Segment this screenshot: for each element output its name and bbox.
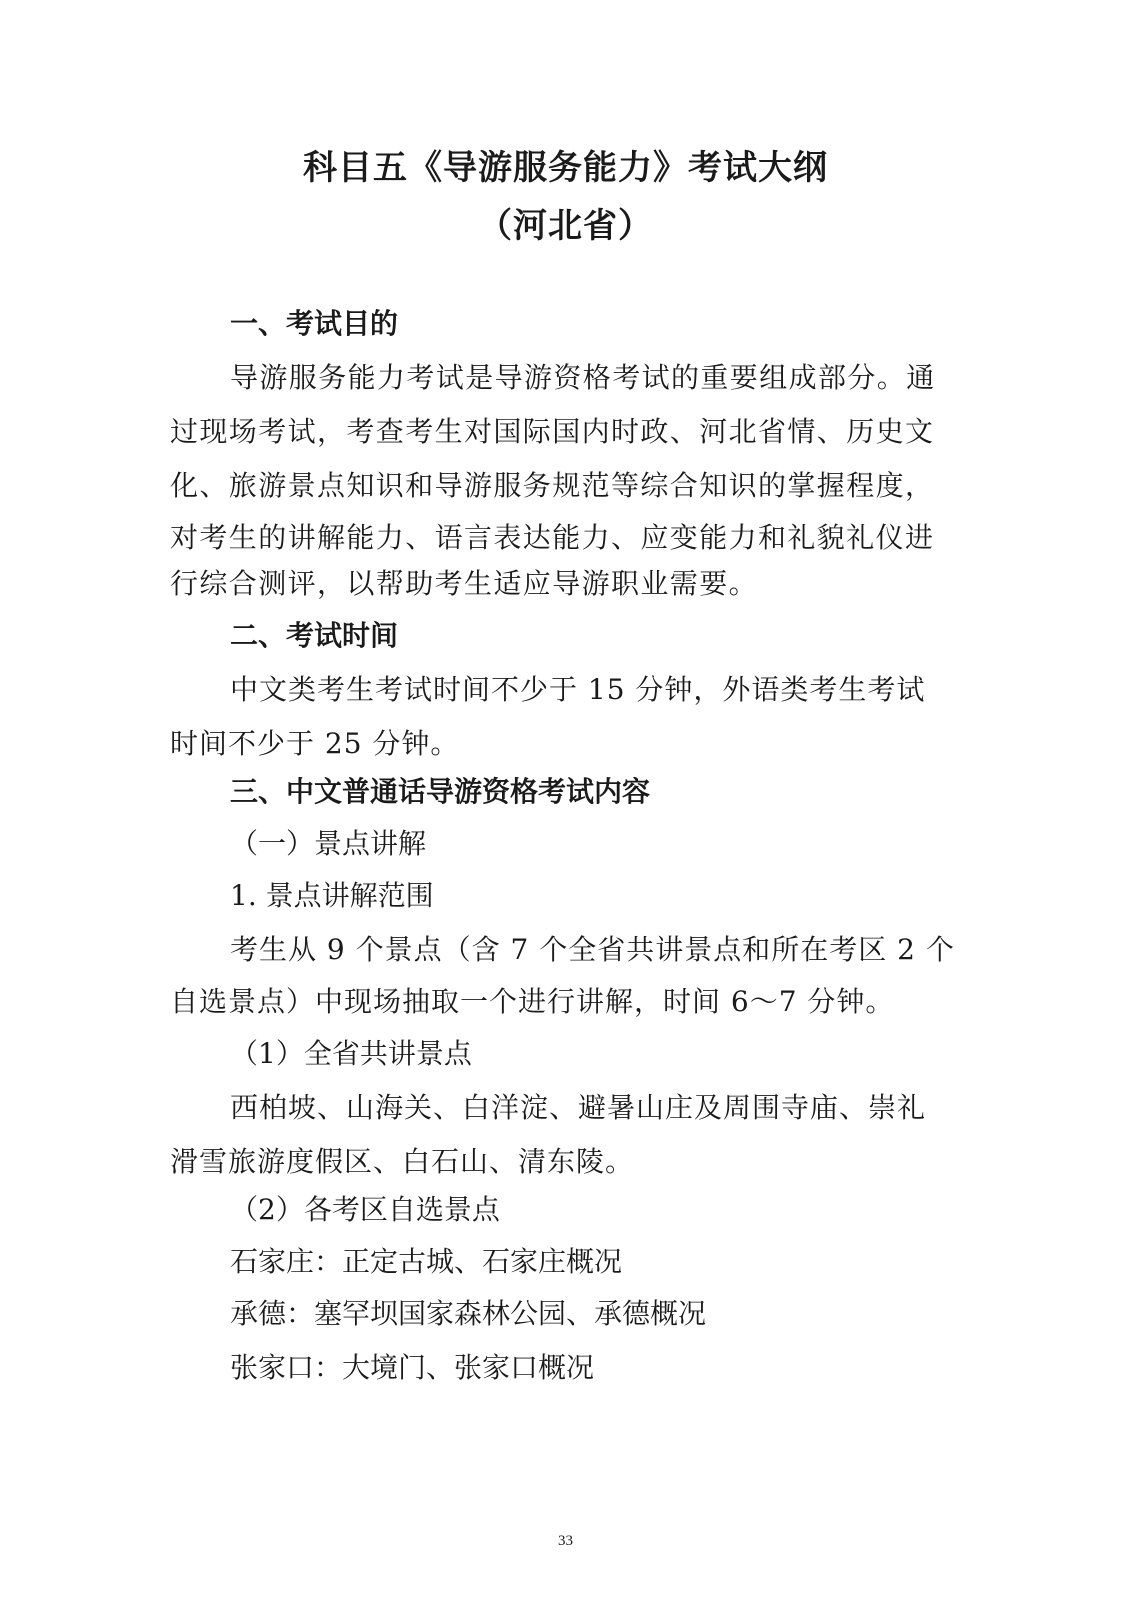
page-number: 33 bbox=[558, 1533, 573, 1549]
paragraph-line: 时间不少于 25 分钟。 bbox=[170, 727, 460, 760]
list-item: 西柏坡、山海关、白洋淀、避暑山庄及周围寺庙、崇礼 bbox=[230, 1091, 927, 1124]
paragraph-line: 行综合测评，以帮助考生适应导游职业需要。 bbox=[170, 567, 759, 600]
list-item: 承德：塞罕坝国家森林公园、承德概况 bbox=[230, 1297, 707, 1330]
list-heading: （1）全省共讲景点 bbox=[230, 1037, 472, 1070]
list-item: 张家口：大境门、张家口概况 bbox=[230, 1351, 595, 1384]
section-heading-time: 二、考试时间 bbox=[230, 619, 399, 652]
section-heading-content: 三、中文普通话导游资格考试内容 bbox=[230, 775, 651, 808]
paragraph-line: 中文类考生考试时间不少于 15 分钟，外语类考生考试 bbox=[230, 673, 926, 706]
document-title: 科目五《导游服务能力》考试大纲 bbox=[303, 148, 828, 188]
list-item: 石家庄：正定古城、石家庄概况 bbox=[230, 1245, 623, 1278]
paragraph-line: 化、旅游景点知识和导游服务规范等综合知识的掌握程度， bbox=[170, 469, 935, 502]
document-subtitle: （河北省） bbox=[478, 206, 653, 246]
item-heading: 1. 景点讲解范围 bbox=[230, 879, 434, 912]
section-heading-purpose: 一、考试目的 bbox=[230, 307, 399, 340]
list-item: 滑雪旅游度假区、白石山、清东陵。 bbox=[170, 1145, 635, 1178]
paragraph-line: 导游服务能力考试是导游资格考试的重要组成部分。通 bbox=[230, 361, 936, 394]
paragraph-line: 过现场考试，考查考生对国际国内时政、河北省情、历史文 bbox=[170, 415, 935, 448]
list-heading: （2）各考区自选景点 bbox=[230, 1193, 500, 1226]
paragraph-line: 对考生的讲解能力、语言表达能力、应变能力和礼貌礼仪进 bbox=[170, 521, 935, 554]
paragraph-line: 自选景点）中现场抽取一个进行讲解，时间 6～7 分钟。 bbox=[170, 985, 895, 1018]
subsection-heading: （一）景点讲解 bbox=[230, 827, 427, 860]
paragraph-line: 考生从 9 个景点（含 7 个全省共讲景点和所在考区 2 个 bbox=[230, 933, 955, 966]
